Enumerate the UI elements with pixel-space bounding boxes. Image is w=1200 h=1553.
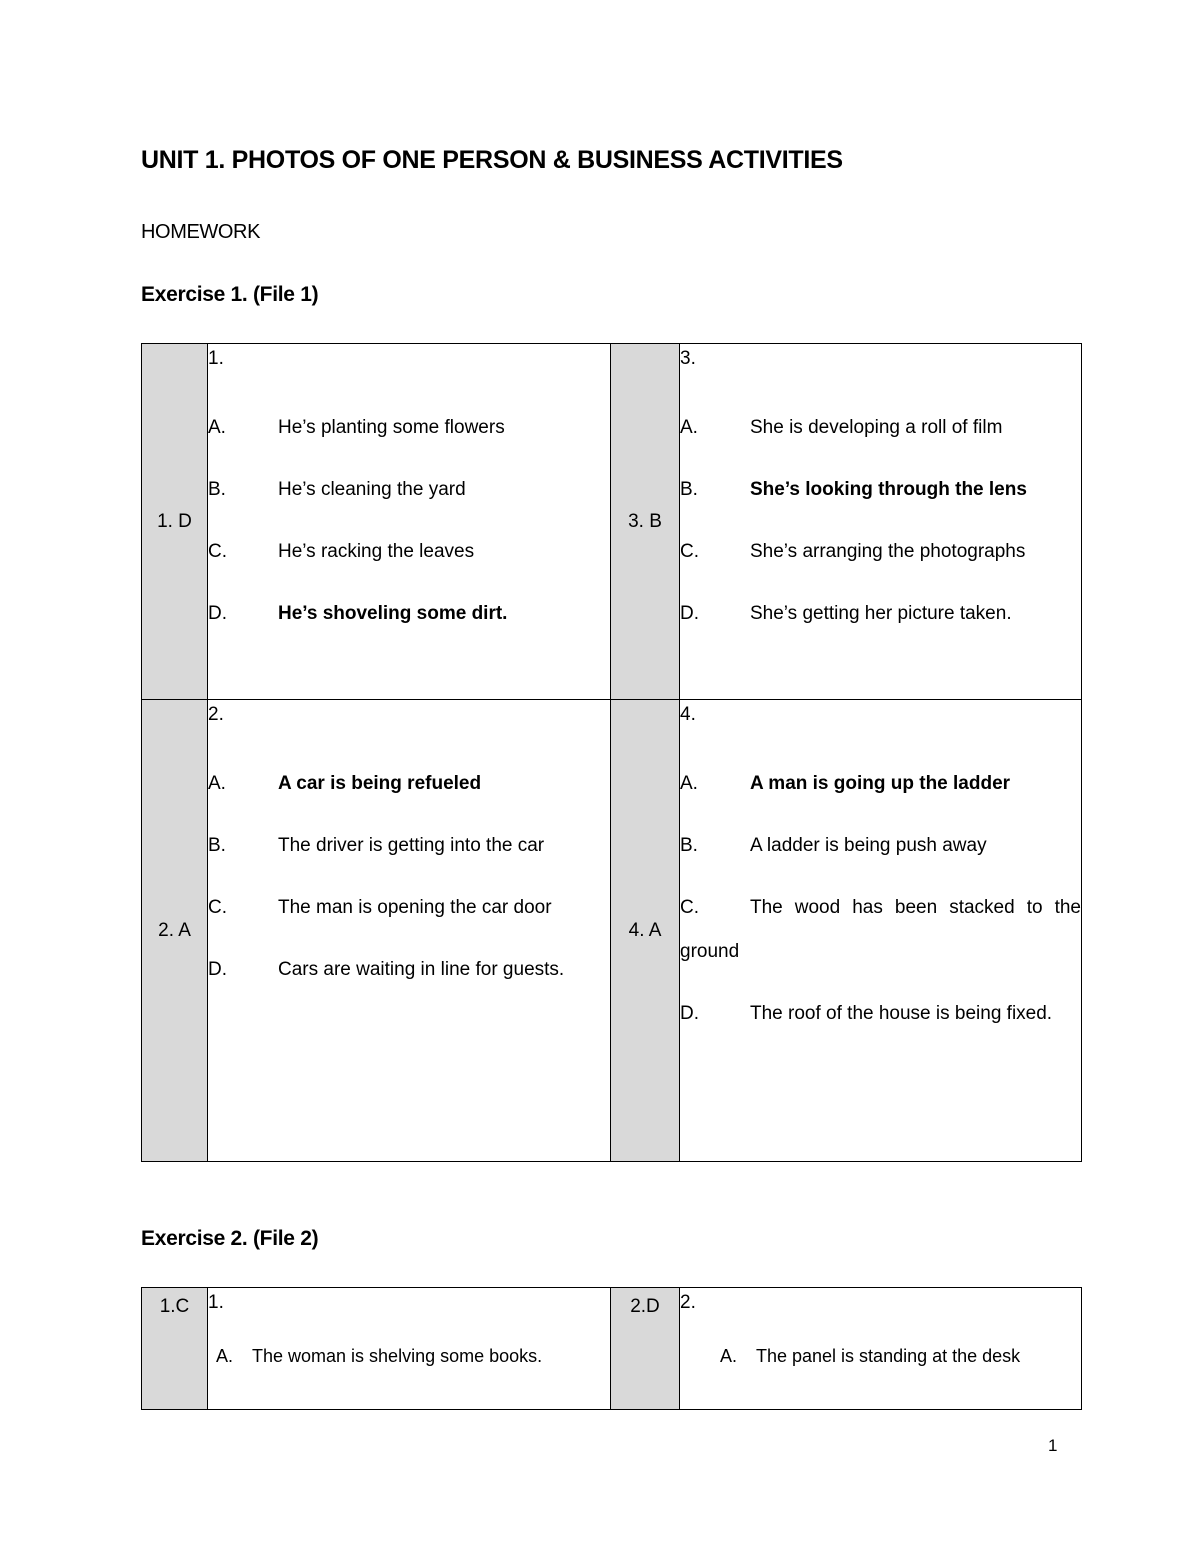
option-letter: C. <box>208 897 227 918</box>
option-a <box>680 406 1081 450</box>
option-letter: A. <box>720 1346 738 1366</box>
question-number: 2. <box>208 704 224 725</box>
option-text: A ladder is being push away <box>750 835 987 856</box>
option-text: He’s shoveling some dirt. <box>278 603 508 624</box>
question-number: 1. <box>208 348 224 369</box>
question-number: 2. <box>680 1292 696 1313</box>
option-b <box>208 824 610 868</box>
option-letter: A. <box>208 773 226 794</box>
option-letter: A. <box>680 773 698 794</box>
option-d <box>208 948 610 992</box>
option-text: She’s arranging the photographs <box>750 541 1026 562</box>
option-a-correct <box>680 762 1081 806</box>
answer-cell: 2. A <box>142 700 208 1162</box>
option-text: He’s planting some flowers <box>278 417 505 438</box>
option-text: A man is going up the ladder <box>750 773 1011 794</box>
table-row <box>142 700 1082 1162</box>
question-cell <box>680 1288 1082 1410</box>
option-c <box>208 530 610 574</box>
table-row <box>142 344 1082 700</box>
option-letter: D. <box>208 603 227 624</box>
option-text: Cars are waiting in line for guests. <box>278 959 565 980</box>
option-text: He’s racking the leaves <box>278 541 475 562</box>
option-letter: A. <box>208 417 226 438</box>
answer-cell: 4. A <box>611 700 680 1162</box>
option-text: The woman is shelving some books. <box>252 1346 543 1366</box>
option-c <box>208 886 610 930</box>
option-letter: C. <box>208 541 227 562</box>
option-letter: D. <box>680 1003 699 1024</box>
option-text: The roof of the house is being fixed. <box>750 1003 1053 1024</box>
option-text: She’s getting her picture taken. <box>750 603 1012 624</box>
option-letter: C. <box>680 541 699 562</box>
page-title: UNIT 1. PHOTOS OF ONE PERSON & BUSINESS ACTIVITIES <box>141 146 843 174</box>
option-letter: A. <box>680 417 698 438</box>
option-text: The panel is standing at the desk <box>756 1346 1021 1366</box>
option-text: A car is being refueled <box>278 773 482 794</box>
option-d-correct <box>208 592 610 636</box>
question-cell <box>208 1288 611 1410</box>
option-c <box>680 530 1081 574</box>
option-a <box>208 406 610 450</box>
option-text: She’s looking through the lens <box>750 479 1027 500</box>
option-d <box>680 992 1081 1036</box>
option-letter: C. <box>680 897 699 918</box>
option-letter: B. <box>680 835 698 856</box>
question-cell <box>208 344 611 700</box>
question-number: 4. <box>680 704 696 725</box>
homework-heading: HOMEWORK <box>141 221 261 243</box>
question-cell <box>680 700 1082 1162</box>
exercise-2-heading: Exercise 2. (File 2) <box>141 1227 319 1250</box>
option-text: He’s cleaning the yard <box>278 479 466 500</box>
question-cell <box>680 344 1082 700</box>
option-text: She is developing a roll of film <box>750 417 1003 438</box>
option-a <box>680 1346 1081 1367</box>
answer-cell: 3. B <box>611 344 680 700</box>
answer-cell: 1.C <box>142 1288 208 1410</box>
option-text: The driver is getting into the car <box>278 835 545 856</box>
option-text: The wood has been stacked to the ground <box>680 897 1081 962</box>
option-a <box>208 1346 610 1367</box>
option-letter: D. <box>680 603 699 624</box>
exercise-2-table <box>141 1287 1082 1410</box>
question-number: 3. <box>680 348 696 369</box>
option-letter: B. <box>680 479 698 500</box>
question-cell <box>208 700 611 1162</box>
option-b <box>208 468 610 512</box>
answer-cell: 1. D <box>142 344 208 700</box>
option-b <box>680 824 1081 868</box>
exercise-1-heading: Exercise 1. (File 1) <box>141 283 319 306</box>
option-c <box>680 886 1081 974</box>
option-text: The man is opening the car door <box>278 897 552 918</box>
option-letter: B. <box>208 479 226 500</box>
table-row <box>142 1288 1082 1410</box>
option-letter: D. <box>208 959 227 980</box>
answer-cell: 2.D <box>611 1288 680 1410</box>
option-letter: B. <box>208 835 226 856</box>
option-d <box>680 592 1081 636</box>
question-number: 1. <box>208 1292 224 1313</box>
page-number: 1 <box>1048 1436 1058 1455</box>
option-letter: A. <box>216 1346 234 1366</box>
option-a-correct <box>208 762 610 806</box>
option-b-correct <box>680 468 1081 512</box>
exercise-1-table <box>141 343 1082 1162</box>
